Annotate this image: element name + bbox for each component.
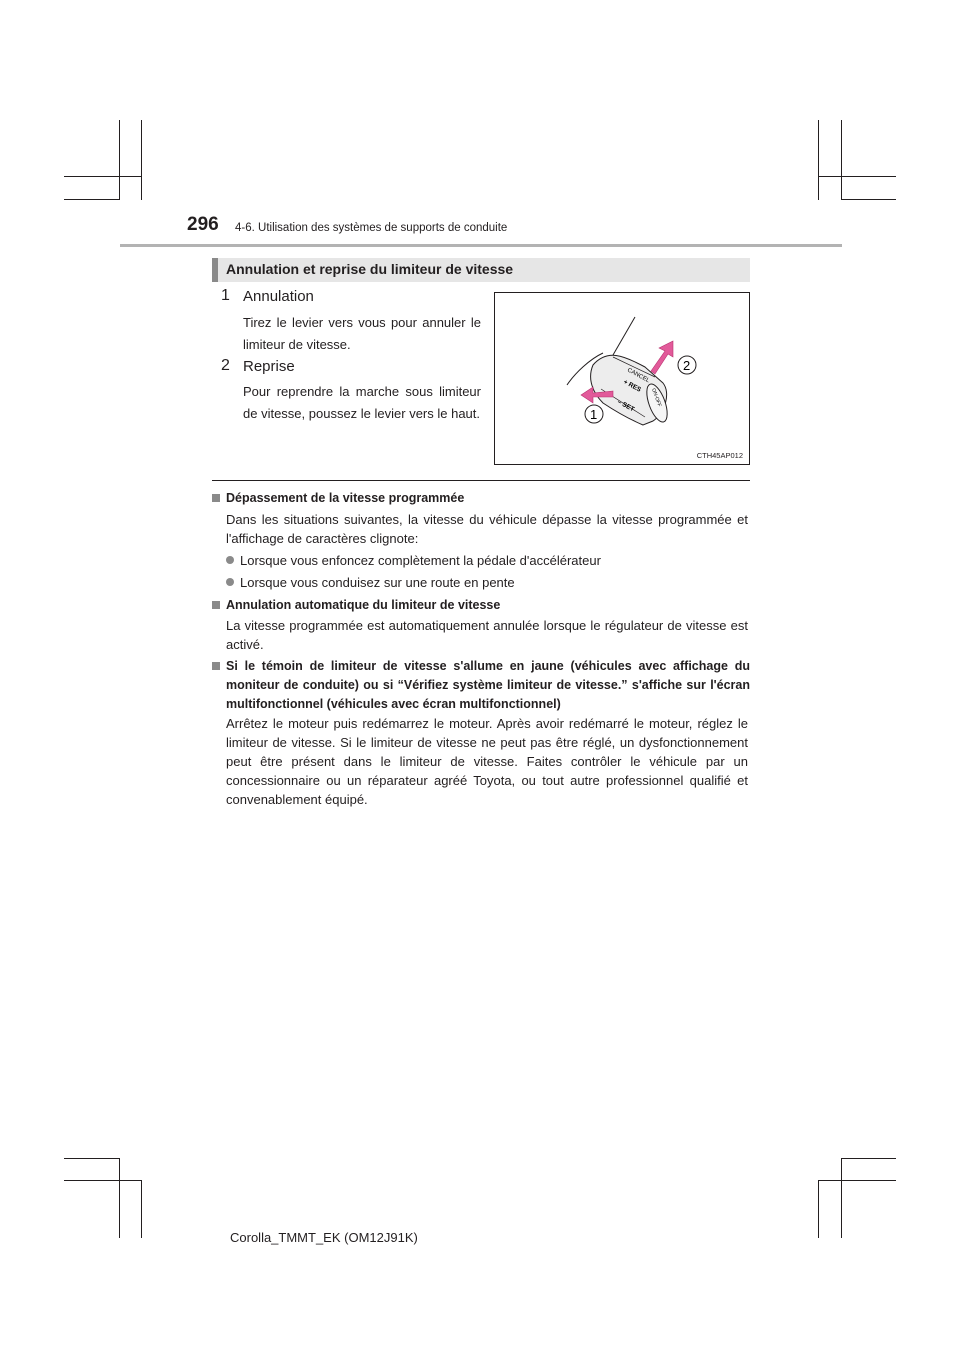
crop-mark <box>818 1180 896 1181</box>
bullet-dot-icon <box>226 578 234 586</box>
footer-manual-id: Corolla_TMMT_EK (OM12J91K) <box>230 1230 418 1245</box>
crop-mark <box>64 199 120 200</box>
lever-label-set: – SET <box>616 398 636 414</box>
crop-mark <box>141 1180 142 1238</box>
crop-mark <box>64 1180 142 1181</box>
step-title-1: Annulation <box>243 288 314 305</box>
crop-mark <box>119 1158 120 1238</box>
crop-mark <box>841 1158 842 1238</box>
crop-mark <box>64 1158 120 1159</box>
header-rule <box>120 244 842 247</box>
crop-mark <box>818 176 896 177</box>
page-number: 296 <box>187 214 219 235</box>
step-number-1: 1 <box>221 287 230 304</box>
note-body-1: Dans les situations suivantes, la vitesse du véhicule dépasse la vitesse programmée et l'affichage de caractères clignote: <box>226 512 748 546</box>
callout-2: 2 <box>683 358 691 373</box>
note-title-1: Dépassement de la vitesse programmée <box>226 491 465 505</box>
section-heading <box>212 258 750 282</box>
bullet-dot-icon <box>226 556 234 564</box>
callout-1: 1 <box>590 407 598 422</box>
lever-drawing <box>495 293 749 464</box>
lever-label-onoff: ON-OFF <box>650 387 663 408</box>
lever-label-cancel: CANCEL <box>626 367 651 385</box>
note-bullet-2: Lorsque vous conduisez sur une route en pente <box>240 575 515 590</box>
crop-mark <box>841 120 842 200</box>
crop-mark <box>141 120 142 200</box>
crop-mark <box>64 176 142 177</box>
section-title: Annulation et reprise du limiteur de vitesse <box>226 261 514 277</box>
note-square-icon <box>212 601 220 609</box>
note-bullet-1: Lorsque vous enfoncez complètement la pédale d'accélérateur <box>240 553 601 568</box>
note-square-icon <box>212 662 220 670</box>
note-body-2: La vitesse programmée est automatiquement annulée lorsque le régulateur de vitesse est activé. <box>226 618 748 652</box>
step-body-2: Pour reprendre la marche sous limiteur de vitesse, poussez le levier vers le haut. <box>243 384 481 421</box>
crop-mark <box>841 1158 896 1159</box>
step-title-2: Reprise <box>243 358 295 375</box>
step-body-1: Tirez le levier vers vous pour annuler le limiteur de vitesse. <box>243 315 481 352</box>
note-title-2: Annulation automatique du limiteur de vitesse <box>226 598 501 612</box>
note-square-icon <box>212 494 220 502</box>
crop-mark <box>841 199 896 200</box>
lever-illustration <box>494 292 750 465</box>
note-body-3: Arrêtez le moteur puis redémarrez le moteur. Après avoir redémarré le moteur, réglez le limiteur de vitesse. Si le limiteur de vitesse ne peut pas être réglé, un dysfonctionnement peut être présent dans le limiteur de vitesse. Faites contrôler le véhicule par un concessionnaire ou un réparateur agréé Toyota, ou tout autre professionnel qualifié et convenablement équipé. <box>226 716 748 807</box>
lever-label-res: + RES <box>622 378 643 394</box>
note-title-3: Si le témoin de limiteur de vitesse s'allume en jaune (véhicules avec affichage du moniteur de conduite) ou si “Vérifiez système limiteur de vitesse.” s'affiche sur l'écran multifonctionnel (véhicules avec écran multifonctionnel) <box>226 659 750 711</box>
crop-mark <box>818 1180 819 1238</box>
illustration-code: CTH45AP012 <box>696 451 743 460</box>
section-divider <box>212 480 750 481</box>
crop-mark <box>119 120 120 200</box>
step-number-2: 2 <box>221 357 230 374</box>
crop-mark <box>818 120 819 200</box>
push-up-arrow <box>651 341 673 374</box>
section-accent <box>212 258 218 282</box>
running-head: 4-6. Utilisation des systèmes de supports de conduite <box>235 222 508 234</box>
